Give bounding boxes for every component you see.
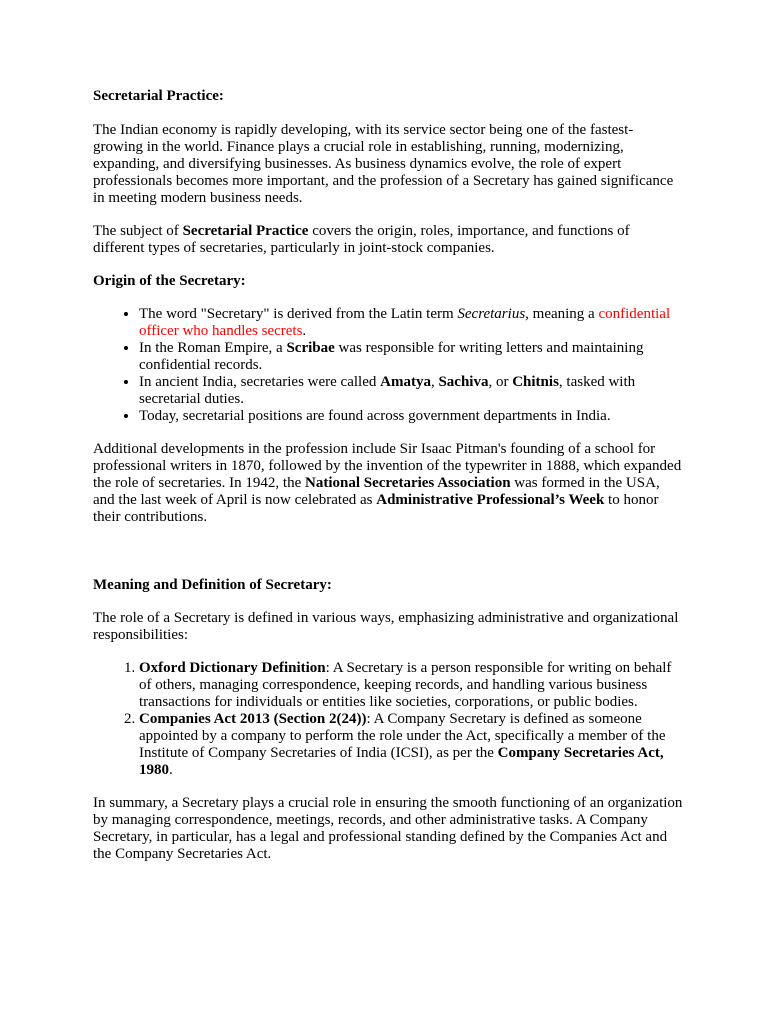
sachiva-term: Sachiva: [438, 374, 489, 390]
definition-list: [93, 660, 683, 779]
list-item: [139, 374, 683, 408]
additional-pre: Additional developments in the profession include Sir Isaac Pitman's founding of a school for professional writers in 1870, followed by the invention of the typewriter in 1888, which expanded the role of secretaries. In 1942, the: [93, 441, 682, 491]
origin-b1-pre: The word "Secretary" is derived from the Latin term: [139, 306, 458, 322]
summary-paragraph: In summary, a Secretary plays a crucial role in ensuring the smooth functioning of an organization by managing correspondence, meetings, records, and other administrative tasks. A Company Secretary, in particular, has a legal and professional standing defined by the Companies Act and the Company Secretaries Act.: [93, 795, 683, 862]
nsa-term: National Secretaries Association: [305, 475, 511, 491]
meaning-intro: The role of a Secretary is defined in various ways, emphasizing administrative and organizational responsibilities:: [93, 610, 679, 643]
origin-heading: Origin of the Secretary:: [93, 273, 246, 289]
apw-term: Administrative Professional’s Week: [376, 492, 605, 508]
origin-b3-post: , tasked with secretarial duties.: [139, 374, 636, 407]
meaning-heading: Meaning and Definition of Secretary:: [93, 577, 332, 593]
subject-text-post: covers the origin, roles, importance, and functions of different types of secretaries, particularly in joint-stock companies.: [93, 223, 630, 256]
companies-act-term: Companies Act 2013 (Section 2(24)): [139, 711, 367, 727]
companies-act-post: .: [169, 762, 173, 778]
companies-act-text: : A Company Secretary is defined as someone appointed by a company to perform the role under the Act, specifically a member of the Institute of Company Secretaries of India (ICSI), as per the: [139, 711, 666, 761]
list-item: [139, 340, 683, 374]
scribae-term: Scribae: [286, 340, 335, 356]
highlighted-meaning: confidential officer who handles secrets: [139, 306, 671, 339]
origin-b1-mid: , meaning a: [525, 306, 599, 322]
oxford-text: : A Secretary is a person responsible for writing on behalf of others, managing correspondence, keeping records, and handling various business transactions for individuals or entities like societies, corporations, or public bodies.: [139, 660, 672, 710]
origin-list: [93, 306, 683, 425]
list-item: [139, 711, 683, 779]
chitnis-term: Chitnis: [512, 374, 559, 390]
amatya-term: Amatya: [380, 374, 431, 390]
list-item: • Today, secretarial positions are found across government departments in India.: [139, 408, 683, 425]
additional-paragraph: [93, 441, 683, 526]
origin-b3-sep1: ,: [430, 374, 439, 390]
subject-term: Secretarial Practice: [182, 223, 309, 239]
list-item: [139, 306, 683, 340]
origin-b3-sep2: , or: [488, 374, 513, 390]
page-title: Secretarial Practice:: [93, 88, 224, 104]
additional-post: to honor their contributions.: [93, 492, 659, 525]
origin-b1-post: .: [302, 323, 307, 339]
additional-mid: was formed in the USA, and the last week of April is now celebrated as: [93, 475, 660, 508]
intro-paragraph: The Indian economy is rapidly developing, with its service sector being one of the fastest-growing in the world. Finance plays a crucial role in establishing, running, modernizing, expanding, and diversifying businesses. As business dynamics evolve, the role of expert professionals becomes more important, and the profession of a Secretary has gained significance in meeting modern business needs.: [93, 122, 674, 206]
oxford-term: Oxford Dictionary Definition: [139, 660, 326, 676]
origin-b3-pre: In ancient India, secretaries were called: [139, 374, 381, 390]
list-item: [139, 660, 683, 711]
origin-b2-pre: In the Roman Empire, a: [139, 340, 287, 356]
origin-b2-post: was responsible for writing letters and maintaining confidential records.: [139, 340, 644, 373]
document-page: [93, 88, 683, 863]
subject-paragraph: [93, 223, 683, 257]
latin-term: Secretarius: [457, 306, 526, 322]
cs-act-term: Company Secretaries Act, 1980: [139, 745, 664, 778]
subject-text-pre: The subject of: [93, 223, 183, 239]
